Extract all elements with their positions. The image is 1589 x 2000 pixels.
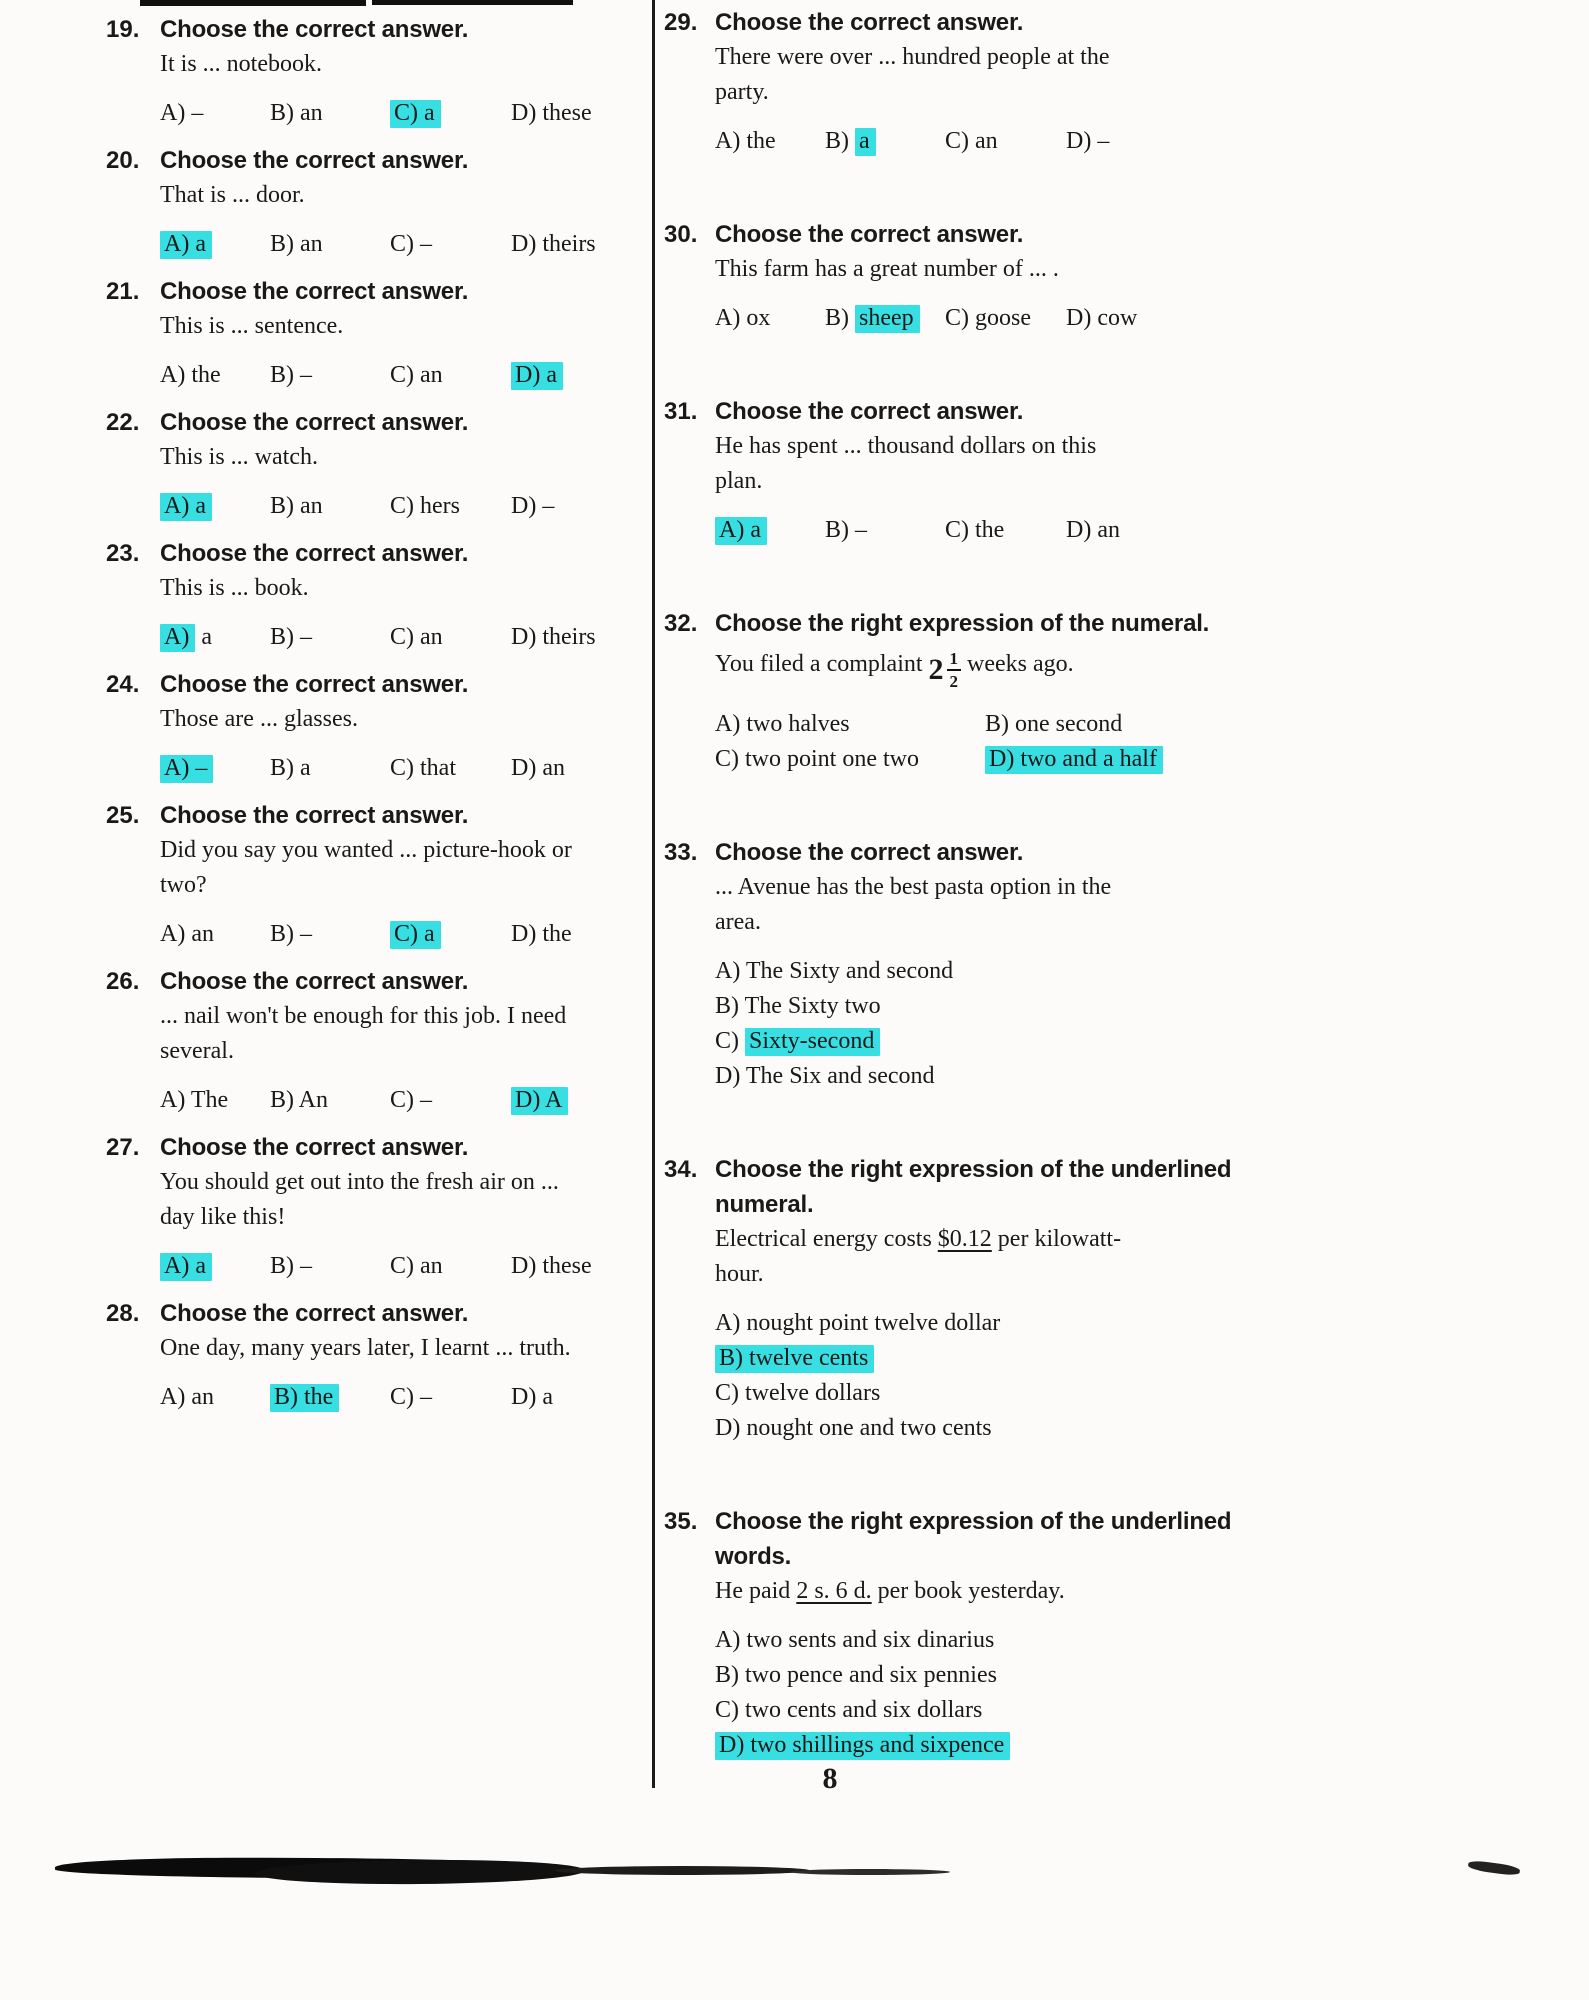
option: A) nought point twelve dollar [715, 1310, 1001, 1336]
question-number: 21. [106, 278, 140, 305]
question-prompt: Choose the correct answer. [160, 1134, 469, 1161]
question-body-line: two? [160, 872, 207, 898]
options [715, 707, 1256, 777]
option [511, 1083, 658, 1118]
question [106, 12, 658, 131]
question [106, 1296, 658, 1415]
option: C) two point one two [715, 746, 919, 772]
option [985, 742, 1256, 777]
option-highlight: A) a [715, 517, 767, 545]
option-highlight: A) – [160, 755, 213, 783]
scan-artifact [790, 1869, 950, 1875]
option: A) ox [715, 305, 771, 331]
question [664, 5, 1256, 159]
question [106, 798, 658, 952]
option: C) an [390, 624, 443, 650]
question-number: 28. [106, 1300, 140, 1327]
option: D) an [1066, 517, 1120, 543]
question-content [160, 405, 658, 524]
option: A) The [160, 1087, 229, 1113]
question-content [160, 536, 658, 655]
question [664, 394, 1256, 548]
option: C) – [390, 1384, 432, 1410]
option: B) An [270, 1087, 329, 1113]
text-segment: Electrical energy costs [715, 1226, 938, 1252]
options [160, 1083, 658, 1118]
page-number: 8 [822, 1762, 838, 1795]
options [160, 96, 658, 131]
question-number: 23. [106, 540, 140, 567]
option [715, 1728, 1256, 1763]
question-number: 22. [106, 409, 140, 436]
question-number: 29. [664, 9, 698, 36]
question [106, 964, 658, 1118]
question-prompt: words. [715, 1543, 792, 1570]
options [160, 917, 658, 952]
option: D) theirs [511, 231, 596, 257]
question-prompt: Choose the right expression of the underlined [715, 1508, 1232, 1535]
option-highlight: A) a [160, 493, 212, 521]
question-body-line: This farm has a great number of ... . [715, 256, 1059, 282]
question-body-line: hour. [715, 1261, 764, 1287]
option: D) – [511, 493, 555, 519]
question-content [715, 5, 1256, 159]
question-prompt: Choose the correct answer. [715, 839, 1024, 866]
option: B) The Sixty two [715, 993, 881, 1019]
question-content [715, 835, 1256, 1094]
option: C) twelve dollars [715, 1380, 881, 1406]
option-highlight: D) a [511, 362, 563, 390]
question [106, 667, 658, 786]
fraction-stack [947, 650, 962, 690]
top-rule-segment [372, 0, 573, 5]
option: C) – [390, 231, 432, 257]
question-body-line [715, 641, 1256, 693]
question [664, 606, 1256, 777]
options [160, 358, 658, 393]
option: C) Sixty-second [715, 1024, 1256, 1059]
options [715, 954, 1256, 1094]
fraction-numerator: 1 [947, 650, 962, 671]
option-highlight: B) twelve cents [715, 1345, 874, 1373]
question-prompt: Choose the correct answer. [160, 802, 469, 829]
question-number: 20. [106, 147, 140, 174]
fraction-denominator: 2 [949, 672, 959, 691]
option: C) hers [390, 493, 460, 519]
option-highlight: A) [160, 624, 195, 652]
question-prompt: Choose the correct answer. [160, 409, 469, 436]
options [715, 124, 1256, 159]
question-content [160, 1296, 658, 1415]
question-body-line: area. [715, 909, 761, 935]
option: C) two cents and six dollars [715, 1697, 983, 1723]
question-content [160, 667, 658, 786]
question [664, 1504, 1256, 1763]
option: B) sheep [825, 301, 945, 336]
text-segment: per book yesterday. [871, 1578, 1065, 1604]
question-content [160, 964, 658, 1118]
options [160, 751, 658, 786]
fraction [929, 647, 962, 693]
option-highlight: C) a [390, 100, 441, 128]
option: B) an [270, 100, 323, 126]
option-highlight: A) a [160, 1253, 212, 1281]
question-prompt: Choose the correct answer. [160, 16, 469, 43]
question-number: 19. [106, 16, 140, 43]
text-segment: weeks ago. [961, 651, 1074, 677]
option: A) the [715, 128, 776, 154]
options [160, 1249, 658, 1284]
option: C) an [945, 128, 998, 154]
option-highlight: C) a [390, 921, 441, 949]
option: C) goose [945, 305, 1031, 331]
option: B) – [270, 362, 312, 388]
question-body-line [715, 1574, 1256, 1609]
fraction-whole: 2 [928, 653, 944, 686]
question-number: 30. [664, 221, 698, 248]
questions-column-left [106, 12, 658, 1427]
question [106, 405, 658, 524]
question [664, 217, 1256, 336]
question-content [715, 606, 1256, 777]
question-prompt: Choose the correct answer. [160, 147, 469, 174]
option: C) an [390, 1253, 443, 1279]
question [106, 274, 658, 393]
options [160, 1380, 658, 1415]
option [715, 513, 825, 548]
question-content [715, 1504, 1256, 1763]
question-prompt: Choose the correct answer. [160, 671, 469, 698]
option: D) The Six and second [715, 1063, 935, 1089]
question-body-line: This is ... book. [160, 575, 309, 601]
underlined-text: $0.12 [937, 1226, 992, 1252]
question-body-line: several. [160, 1038, 234, 1064]
text-segment: He paid [715, 1578, 797, 1604]
question-number: 33. [664, 839, 698, 866]
option-highlight: Sixty-second [745, 1028, 880, 1056]
question-body-line: One day, many years later, I learnt ... truth. [160, 1335, 571, 1361]
question-body-line: It is ... notebook. [160, 51, 322, 77]
option: B) one second [985, 711, 1123, 737]
scan-artifact [555, 1866, 810, 1875]
question-content [715, 1152, 1256, 1446]
option: D) an [511, 755, 565, 781]
option-highlight: D) two and a half [985, 746, 1163, 774]
question-prompt: numeral. [715, 1191, 814, 1218]
option: C) an [390, 362, 443, 388]
option-highlight: D) A [511, 1087, 568, 1115]
top-rule-segment [140, 0, 366, 6]
option: B) – [270, 624, 312, 650]
question-content [715, 394, 1256, 548]
option: A) an [160, 1384, 214, 1410]
question-prompt: Choose the correct answer. [160, 540, 469, 567]
options [715, 301, 1256, 336]
question [664, 835, 1256, 1094]
option [390, 917, 511, 952]
option: D) the [511, 921, 572, 947]
question-body-line [715, 1222, 1256, 1257]
options [160, 489, 658, 524]
option: B) an [270, 493, 323, 519]
question-number: 24. [106, 671, 140, 698]
question-prompt: Choose the right expression of the underlined [715, 1156, 1232, 1183]
options [715, 513, 1256, 548]
question-body-line: Did you say you wanted ... picture-hook or [160, 837, 572, 863]
option: D) – [1066, 128, 1110, 154]
scan-artifact [1468, 1859, 1521, 1876]
question [106, 1130, 658, 1284]
option: A) a [160, 620, 270, 655]
question-number: 25. [106, 802, 140, 829]
underlined-text: 2 s. 6 d. [796, 1578, 872, 1604]
option [160, 1249, 270, 1284]
option: C) that [390, 755, 456, 781]
option: A) – [160, 100, 204, 126]
question-body-line: ... Avenue has the best pasta option in the [715, 874, 1112, 900]
option-highlight: B) the [270, 1384, 339, 1412]
question-body-line: He has spent ... thousand dollars on this [715, 433, 1097, 459]
option-highlight: A) a [160, 231, 212, 259]
option [160, 489, 270, 524]
option-highlight: sheep [855, 305, 920, 333]
option: B) a [825, 124, 945, 159]
question [106, 143, 658, 262]
option: A) an [160, 921, 214, 947]
options [715, 1623, 1256, 1763]
option: C) the [945, 517, 1005, 543]
options [160, 620, 658, 655]
question-body-line: There were over ... hundred people at the [715, 44, 1110, 70]
option: D) these [511, 100, 592, 126]
option: B) – [825, 517, 867, 543]
question-number: 31. [664, 398, 698, 425]
option [511, 358, 658, 393]
text-segment: You filed a complaint [715, 651, 929, 677]
question-number: 35. [664, 1508, 698, 1535]
options [160, 227, 658, 262]
question-body-line: You should get out into the fresh air on ... [160, 1169, 559, 1195]
question-prompt: Choose the correct answer. [160, 1300, 469, 1327]
questions-column-right [664, 5, 1256, 1821]
option: A) two halves [715, 711, 850, 737]
text-segment: per kilowatt- [991, 1226, 1122, 1252]
question-body-line: This is ... sentence. [160, 313, 344, 339]
question [106, 536, 658, 655]
option: D) cow [1066, 305, 1138, 331]
option: B) a [270, 755, 311, 781]
option: D) these [511, 1253, 592, 1279]
option [270, 1380, 390, 1415]
question-content [160, 1130, 658, 1284]
question-number: 27. [106, 1134, 140, 1161]
option: B) two pence and six pennies [715, 1662, 997, 1688]
option-highlight: D) two shillings and sixpence [715, 1732, 1010, 1760]
question-prompt: Choose the correct answer. [160, 278, 469, 305]
option: A) the [160, 362, 221, 388]
question-number: 32. [664, 610, 698, 637]
question-body-line: day like this! [160, 1204, 286, 1230]
question-body-line: party. [715, 79, 769, 105]
question-body-line: plan. [715, 468, 763, 494]
question-content [160, 12, 658, 131]
option: B) – [270, 921, 312, 947]
option: A) two sents and six dinarius [715, 1627, 995, 1653]
question-body-line: That is ... door. [160, 182, 305, 208]
question-body-line: ... nail won't be enough for this job. I need [160, 1003, 567, 1029]
question-number: 34. [664, 1156, 698, 1183]
option: C) – [390, 1087, 432, 1113]
question-prompt: Choose the right expression of the numeral. [715, 610, 1210, 637]
question-number: 26. [106, 968, 140, 995]
option: B) – [270, 1253, 312, 1279]
question-prompt: Choose the correct answer. [715, 221, 1024, 248]
option [160, 227, 270, 262]
option-highlight: a [855, 128, 876, 156]
question-prompt: Choose the correct answer. [715, 398, 1024, 425]
option: B) an [270, 231, 323, 257]
question-body-line: This is ... watch. [160, 444, 318, 470]
option: D) theirs [511, 624, 596, 650]
option [715, 1341, 1256, 1376]
option: A) The Sixty and second [715, 958, 954, 984]
question [664, 1152, 1256, 1446]
option [390, 96, 511, 131]
option: D) nought one and two cents [715, 1415, 992, 1441]
question-content [160, 274, 658, 393]
question-content [160, 798, 658, 952]
question-prompt: Choose the correct answer. [715, 9, 1024, 36]
options [715, 1306, 1256, 1446]
question-prompt: Choose the correct answer. [160, 968, 469, 995]
option [160, 751, 270, 786]
question-body-line: Those are ... glasses. [160, 706, 358, 732]
question-content [160, 143, 658, 262]
option: D) a [511, 1384, 553, 1410]
question-content [715, 217, 1256, 336]
